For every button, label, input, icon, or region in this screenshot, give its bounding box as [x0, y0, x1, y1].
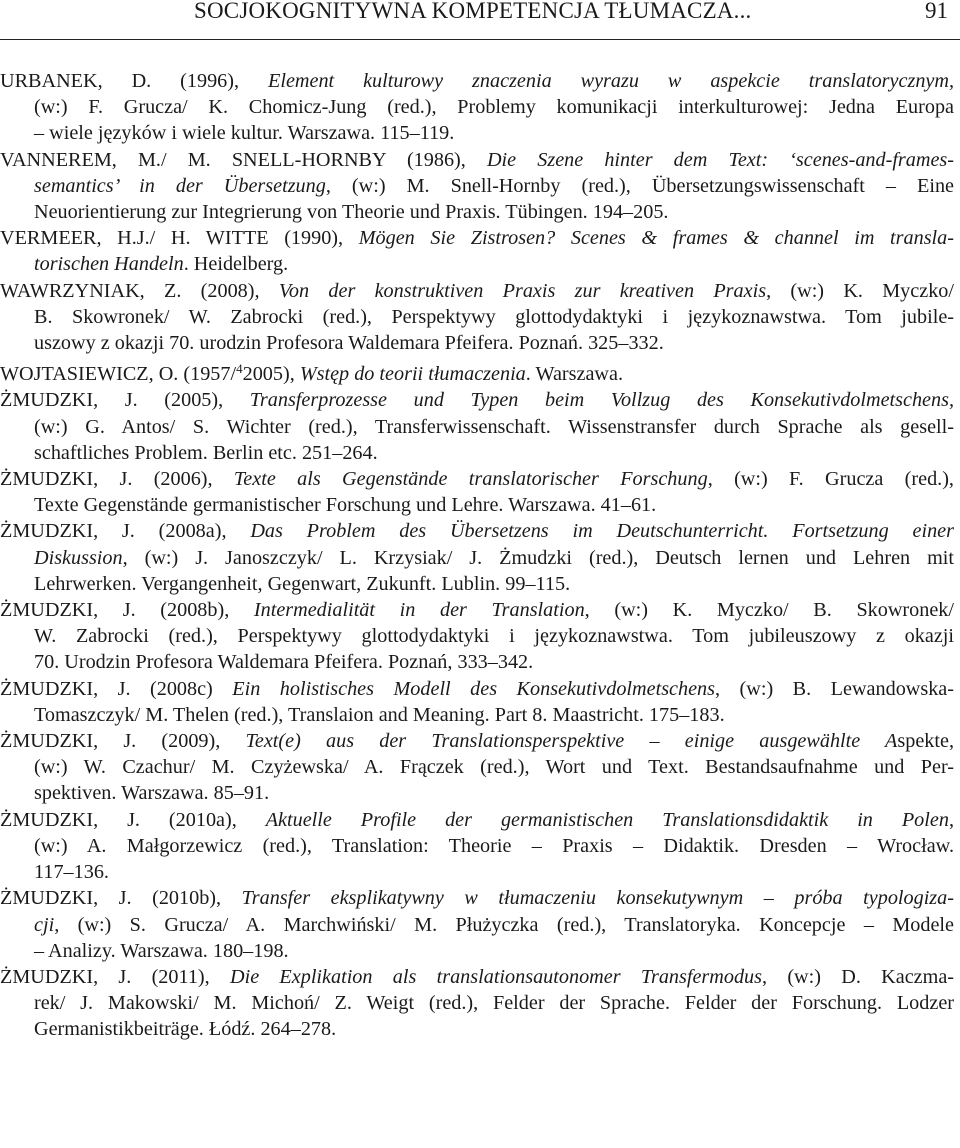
entry-text: Lehrwerken. Vergangenheit, Gegenwart, Zukunft. Lublin. 99–115.: [34, 572, 571, 595]
bibliography-entry: [0, 225, 954, 277]
entry-line: [34, 545, 954, 571]
entry-text: schaftliches Problem. Berlin etc. 251–264.: [34, 441, 378, 464]
entry-line: [34, 649, 954, 675]
entry-line: [34, 938, 954, 964]
entry-title-text: Mögen Sie Zistrosen? Scenes & frames & channel im transla-: [358, 227, 954, 250]
entry-line: [34, 833, 954, 859]
entry-line: [34, 492, 954, 518]
entry-line: [34, 623, 954, 649]
entry-title-text: Aktuelle Profile der germanistischen Translationsdidaktik in Polen: [265, 808, 949, 831]
entry-line: [34, 571, 954, 597]
entry-line: [34, 94, 954, 120]
running-title: SOCJOKOGNITYWNA KOMPETENCJA TŁUMACZA...: [194, 0, 752, 23]
entry-line: [34, 990, 954, 1016]
entry-title-text: Text(e) aus der Translationsperspektive – einige ausgewählte A: [245, 730, 898, 753]
superscript-text: 4: [236, 361, 243, 377]
entry-title-text: Von der konstruktiven Praxis zur kreativen Praxis: [278, 279, 767, 302]
entry-title-text: torischen Handeln: [34, 253, 184, 276]
entry-text: 70. Urodzin Profesora Waldemara Pfeifera. Poznań, 333–342.: [34, 651, 534, 674]
entry-line: [34, 330, 954, 356]
entry-text: – wiele języków i wiele kultur. Warszawa. 115–119.: [34, 122, 455, 145]
entry-line: [34, 199, 954, 225]
bibliography-entry: [0, 387, 954, 466]
entry-text: ŻMUDZKI, J. (2010b),: [0, 887, 242, 910]
running-head: [0, 0, 960, 40]
entry-line: [34, 859, 954, 885]
bibliography-entry: [0, 728, 955, 807]
entry-text: , (w:) K. Myczko/: [766, 279, 954, 302]
entry-line: [0, 466, 954, 492]
entry-text: VANNEREM, M./ M. SNELL-HORNBY (1986),: [0, 148, 487, 171]
entry-text: (w:) F. Grucza/ K. Chomicz-Jung (red.), Problemy komunikacji interkulturowej: Jedna Europa: [34, 96, 954, 119]
entry-line: [34, 173, 954, 199]
entry-text: ŻMUDZKI, J. (2009),: [0, 730, 246, 753]
entry-text: rek/ J. Makowski/ M. Michoń/ Z. Weigt (red.), Felder der Sprache. Felder der Forschung. Lodzer: [34, 992, 954, 1015]
entry-text: 117–136.: [34, 861, 109, 884]
entry-line: [0, 387, 954, 413]
entry-text: ,: [948, 808, 954, 831]
entry-title-text: Texte als Gegenstände translatorischer Forschung: [233, 468, 708, 491]
bibliography-entry: [0, 676, 954, 728]
entry-text: ŻMUDZKI, J. (2005),: [0, 389, 250, 412]
entry-text: VERMEER, H.J./ H. WITTE (1990),: [0, 227, 359, 250]
entry-line: [0, 597, 954, 623]
entry-text: – Analizy. Warszawa. 180–198.: [34, 939, 289, 962]
entry-title-text: semantics’ in der Übersetzung: [34, 174, 326, 197]
entry-text: . Heidelberg.: [183, 253, 289, 276]
entry-line: [34, 251, 954, 277]
entry-title-text: Element kulturowy znaczenia wyrazu w aspekcie translatorycznym,: [268, 70, 954, 92]
entry-text: , (w:) J. Janoszczyk/ L. Krzysiak/ J. Żmudzki (red.), Deutsch lernen und Lehren mit: [122, 546, 954, 569]
bibliography-entry: [0, 68, 954, 147]
entry-title-text: cji: [34, 913, 55, 936]
entry-text: spekte,: [897, 730, 955, 753]
entry-text: URBANEK, D. (1996),: [0, 70, 268, 92]
entry-line: [0, 518, 954, 544]
entry-text: W. Zabrocki (red.), Perspektywy glottodydaktyki i językoznawstwa. Tom jubileuszowy z okazji: [34, 625, 954, 648]
entry-title-text: Transfer eksplikatywny w tłumaczeniu konsekutywnym – próba typologiza-: [241, 887, 954, 910]
entry-text: , (w:) K. Myczko/ B. Skowronek/: [584, 599, 955, 622]
bibliography-entry: [0, 807, 954, 886]
entry-text: . Warszawa.: [525, 363, 623, 386]
entry-line: [34, 754, 954, 780]
entry-text: (w:) W. Czachur/ M. Czyżewska/ A. Frączek (red.), Wort und Text. Bestandsaufnahme und Per-: [34, 756, 954, 779]
entry-line: [0, 807, 954, 833]
entry-text: (w:) A. Małgorzewicz (red.), Translation: Theorie – Praxis – Didaktik. Dresden – Wrocław.: [34, 834, 954, 857]
entry-line: [34, 414, 954, 440]
entry-text: B. Skowronek/ W. Zabrocki (red.), Perspektywy glottodydaktyki i językoznawstwa. Tom jubile-: [34, 305, 954, 328]
entry-title-text: Das Problem des Übersetzens im Deutschunterricht. Fortsetzung einer: [250, 520, 954, 543]
entry-text: Neuorientierung zur Integrierung von Theorie und Praxis. Tübingen. 194–205.: [34, 201, 669, 224]
bibliography-entry: [0, 597, 955, 676]
bibliography-entry: [0, 466, 954, 518]
entry-text: ŻMUDZKI, J. (2010a),: [0, 808, 266, 831]
entry-text: ŻMUDZKI, J. (2008c): [0, 677, 233, 700]
entry-text: , (w:) D. Kaczma-: [762, 965, 954, 988]
entry-line: [34, 912, 954, 938]
bibliography-entry: [0, 964, 954, 1043]
entry-line: [0, 278, 954, 304]
entry-text: ŻMUDZKI, J. (2008b),: [0, 599, 254, 622]
entry-text: WAWRZYNIAK, Z. (2008),: [0, 279, 279, 302]
bibliography-entry: [0, 885, 954, 964]
entry-title-text: Die Szene hinter dem Text: ‘scenes-and-frames-: [486, 148, 955, 171]
entry-title-text: Transferprozesse und Typen beim Vollzug des Konsekutivdolmetschens,: [249, 389, 954, 412]
entry-text: ŻMUDZKI, J. (2011),: [0, 965, 230, 988]
entry-line: [0, 885, 954, 911]
entry-text: ŻMUDZKI, J. (2006),: [0, 468, 234, 491]
entry-title-text: Wstęp do teorii tłumaczenia: [299, 363, 526, 386]
entry-line: [34, 440, 954, 466]
entry-line: [34, 120, 954, 146]
entry-line: [34, 304, 954, 330]
entry-text: Texte Gegenstände germanistischer Forschung und Lehre. Warszawa. 41–61.: [34, 494, 657, 517]
entry-line: [0, 676, 954, 702]
entry-line: [0, 356, 954, 387]
page-number: 91: [925, 0, 948, 23]
bibliography-entry: [0, 278, 954, 357]
entry-title-text: Diskussion: [34, 546, 123, 569]
entry-text: spektiven. Warszawa. 85–91.: [34, 782, 270, 805]
entry-text: , (w:) M. Snell-Hornby (red.), Übersetzungswissenschaft – Eine: [325, 174, 955, 197]
entry-text: , (w:) B. Lewandowska-: [715, 677, 954, 700]
entry-title-text: Ein holistisches Modell des Konsekutivdolmetschens: [232, 677, 716, 700]
entry-line: [34, 1016, 954, 1042]
entry-line: [0, 68, 954, 94]
entry-line: [0, 964, 954, 990]
entry-text: Germanistikbeiträge. Łódź. 264–278.: [34, 1018, 337, 1041]
entry-text: (w:) G. Antos/ S. Wichter (red.), Transferwissenschaft. Wissenstransfer durch Sprache als gesell-: [34, 415, 954, 438]
entry-line: [0, 728, 954, 754]
entry-text: Tomaszczyk/ M. Thelen (red.), Translaion and Meaning. Part 8. Maastricht. 175–183.: [34, 703, 725, 726]
entry-line: [34, 702, 954, 728]
bibliography-entry: [0, 518, 954, 597]
bibliography-list: [0, 68, 955, 1043]
entry-text: WOJTASIEWICZ, O. (1957/: [0, 363, 237, 386]
entry-title-text: Intermedialität in der Translation: [253, 599, 585, 622]
entry-text: uszowy z okazji 70. urodzin Profesora Waldemara Pfeifera. Poznań. 325–332.: [34, 332, 664, 355]
entry-text: ŻMUDZKI, J. (2008a),: [0, 520, 251, 543]
entry-text: , (w:) F. Grucza (red.),: [707, 468, 954, 491]
entry-line: [0, 225, 954, 251]
entry-text: 2005),: [242, 363, 300, 386]
entry-text: , (w:) S. Grucza/ A. Marchwiński/ M. Płużyczka (red.), Translatoryka. Koncepcje – Modele: [54, 913, 954, 936]
bibliography-entry: [0, 356, 954, 387]
entry-line: [0, 147, 954, 173]
entry-line: [34, 780, 954, 806]
bibliography-entry: [0, 147, 955, 226]
entry-title-text: Die Explikation als translationsautonomer Transfermodus: [230, 965, 762, 988]
